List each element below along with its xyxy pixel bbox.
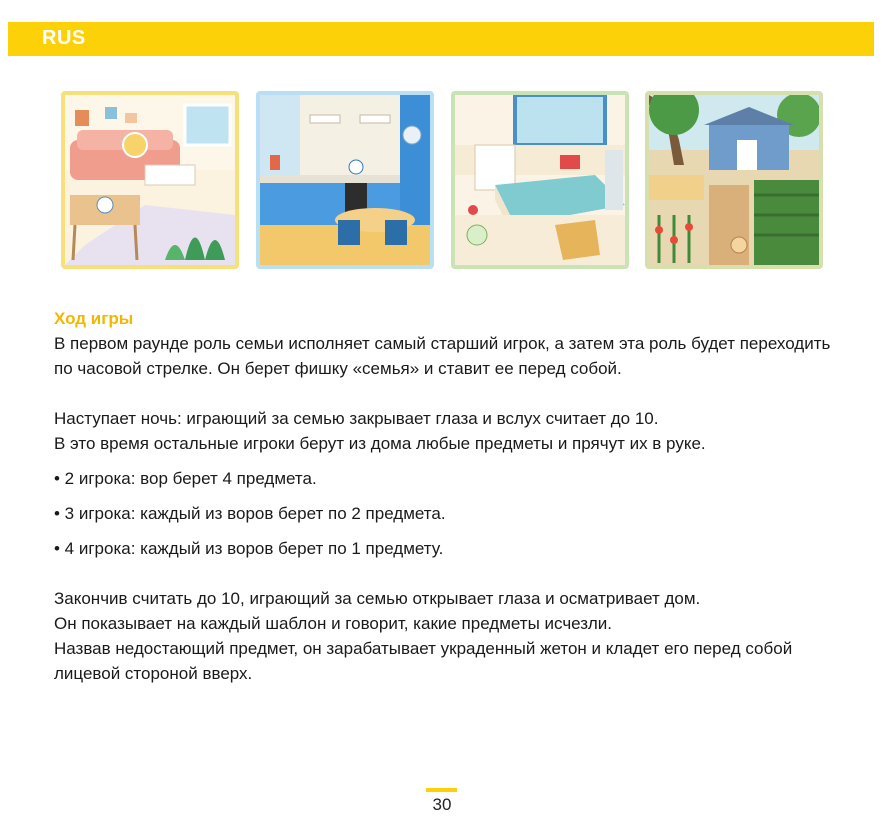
paragraph-night-line-2: В это время остальные игроки берут из дома любые предметы и прячут их в руке. — [54, 434, 706, 453]
bullet-three-players: • 3 игрока: каждый из воров берет по 2 предмета. — [54, 504, 446, 523]
game-rules-text — [54, 306, 844, 686]
bullet-two-players: • 2 игрока: вор берет 4 предмета. — [54, 469, 317, 488]
garden-board-icon — [649, 95, 819, 265]
bullet-four-players: • 4 игрока: каждый из воров берет по 1 предмету. — [54, 539, 444, 558]
language-banner — [8, 22, 874, 56]
paragraph-check-line-1: Закончив считать до 10, играющий за семью открывает глаза и осматривает дом. — [54, 589, 701, 608]
paragraph-night-line-1: Наступает ночь: играющий за семью закрывает глаза и вслух считает до 10. — [54, 409, 659, 428]
language-label: RUS — [42, 27, 86, 49]
living-room-board — [61, 91, 239, 269]
paragraph-check-line-3: Назвав недостающий предмет, он зарабатывает украденный жетон и кладет его перед собой лицевой стороной вверх. — [54, 639, 793, 683]
paragraph-family-role: В первом раунде роль семьи исполняет самый старший игрок, а затем эта роль будет переходить по часовой стрелке. Он берет фишку «семья» и ставит ее перед собой. — [54, 334, 831, 378]
paragraph-check-line-2: Он показывает на каждый шаблон и говорит, какие предметы исчезли. — [54, 614, 613, 633]
living-room-board-icon — [65, 95, 235, 265]
page-number-marker — [426, 788, 457, 792]
section-heading: Ход игры — [54, 309, 134, 328]
kitchen-board-icon — [260, 95, 430, 265]
kitchen-board — [256, 91, 434, 269]
bedroom-board — [451, 91, 629, 269]
bedroom-board-icon — [455, 95, 625, 265]
page-number: 30 — [432, 795, 452, 814]
garden-board — [645, 91, 823, 269]
